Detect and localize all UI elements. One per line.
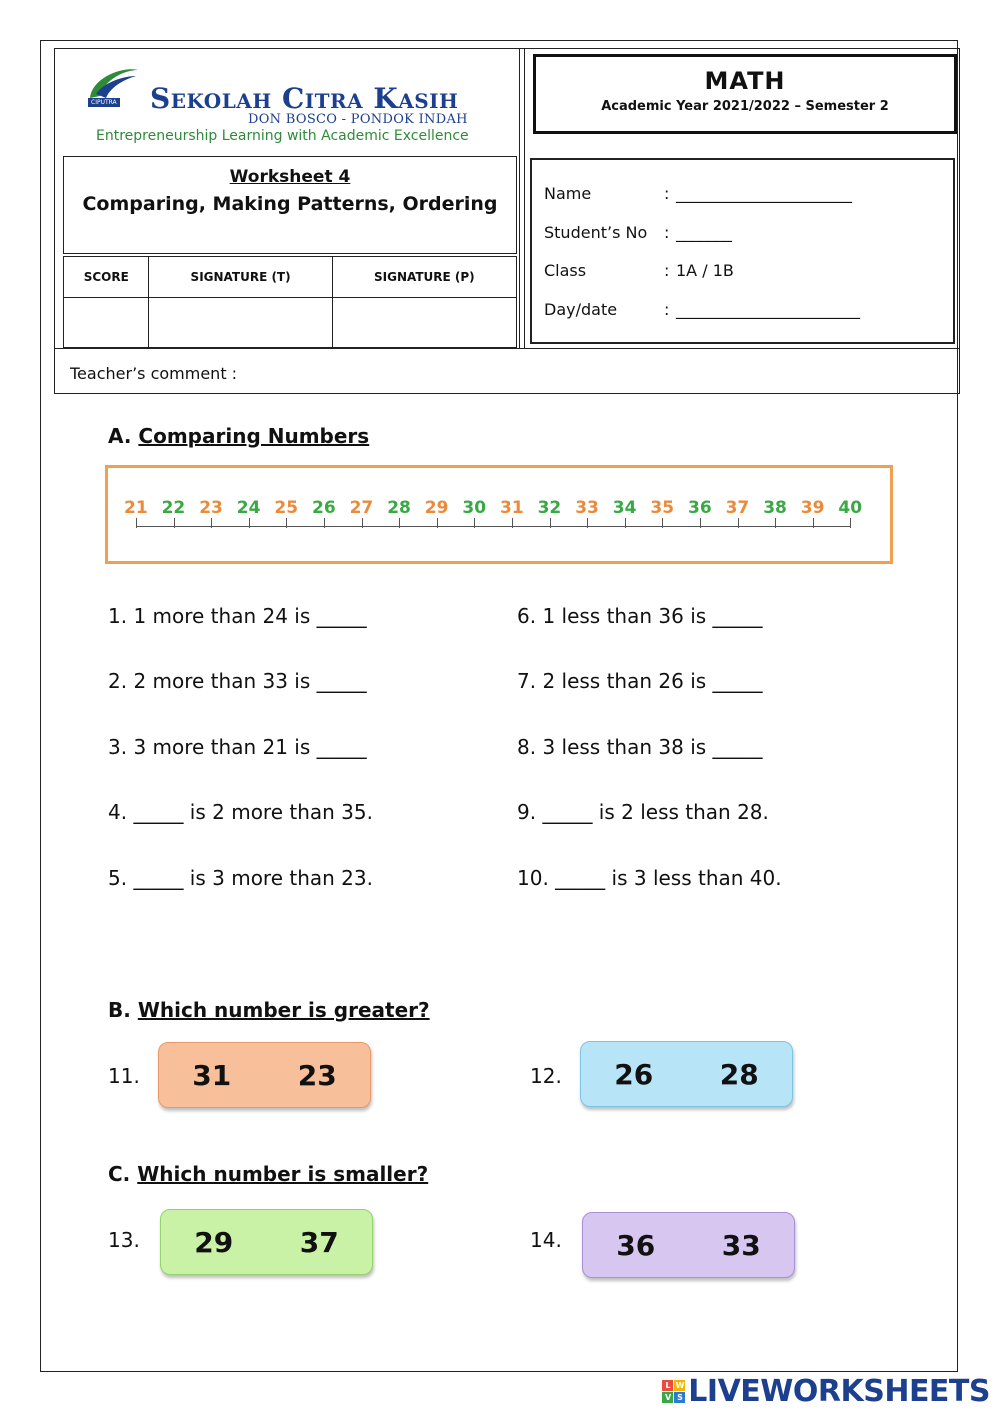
section-b-title: B. Which number is greater? [108, 998, 430, 1022]
number-line-axis [136, 526, 850, 527]
question-12-options [580, 1041, 793, 1107]
number-line-label: 38 [763, 498, 787, 518]
worksheet-title: Worksheet 4 [229, 167, 351, 187]
question-more-3[interactable]: 3. 3 more than 21 is _____ [108, 735, 367, 759]
student-info-box [530, 158, 955, 344]
number-line-tick [700, 518, 701, 528]
name-label: Name [544, 184, 592, 203]
question-more-4[interactable]: 4. _____ is 2 more than 35. [108, 800, 373, 824]
question-less-3[interactable]: 8. 3 less than 38 is _____ [517, 735, 763, 759]
worksheet-subtitle: Comparing, Making Patterns, Ordering [82, 193, 498, 215]
option-23[interactable]: 23 [297, 1058, 337, 1092]
number-line-label: 21 [124, 498, 148, 518]
number-line-label: 26 [312, 498, 336, 518]
option-29[interactable]: 29 [194, 1225, 234, 1259]
header-divider-bottom [54, 348, 960, 349]
number-line-tick [286, 518, 287, 528]
number-line-label: 28 [387, 498, 411, 518]
question-14-options [582, 1212, 795, 1278]
question-more-2[interactable]: 2. 2 more than 33 is _____ [108, 669, 367, 693]
number-line-tick [211, 518, 212, 528]
school-name: Sekolah Citra Kasih [150, 82, 459, 115]
student-no-label: Student’s No [544, 223, 648, 242]
teacher-comment: Teacher’s comment : [70, 364, 238, 383]
number-line-label: 25 [274, 498, 299, 518]
number-line-label: 27 [349, 498, 374, 518]
info-row-student-no[interactable]: Student’s No : _______ [544, 223, 732, 242]
number-line-label: 39 [800, 498, 825, 518]
question-13-options [160, 1209, 373, 1275]
number-line-tick [362, 518, 363, 528]
liveworksheets-brand: LIVEWORKSHEETS [688, 1374, 990, 1409]
number-line-tick [474, 518, 475, 528]
number-line-label: 35 [650, 498, 675, 518]
number-line-tick [512, 518, 513, 528]
section-c-title: C. Which number is smaller? [108, 1162, 429, 1186]
number-line-tick [850, 518, 851, 528]
score-table [63, 256, 517, 348]
header-divider-right [524, 48, 525, 348]
option-33[interactable]: 33 [721, 1228, 761, 1262]
class-label: Class [544, 261, 587, 280]
date-label: Day/date [544, 300, 618, 319]
number-line-box [105, 465, 893, 564]
option-37[interactable]: 37 [299, 1225, 339, 1259]
question-less-5[interactable]: 10. _____ is 3 less than 40. [517, 866, 782, 890]
date-field[interactable]: _______________________ [676, 300, 860, 319]
liveworksheets-logo [662, 1374, 990, 1409]
question-13-number: 13. [108, 1228, 140, 1252]
header-divider-left [519, 48, 520, 348]
question-11-options [158, 1042, 371, 1108]
number-line-tick [550, 518, 551, 528]
number-line-label: 34 [612, 498, 637, 518]
number-line-label: 32 [537, 498, 562, 518]
number-line-tick [437, 518, 438, 528]
question-less-2[interactable]: 7. 2 less than 26 is _____ [517, 669, 763, 693]
subject-box [533, 54, 957, 134]
student-no-field[interactable]: _______ [676, 223, 732, 242]
option-28[interactable]: 28 [719, 1057, 759, 1091]
signature-parent-header: SIGNATURE (P) [332, 257, 516, 298]
subject-title: MATH [704, 67, 786, 95]
name-field[interactable]: ______________________ [676, 184, 852, 203]
question-less-1[interactable]: 6. 1 less than 36 is _____ [517, 604, 763, 628]
option-36[interactable]: 36 [616, 1228, 656, 1262]
question-14-number: 14. [530, 1228, 562, 1252]
number-line-label: 24 [236, 498, 261, 518]
number-line-tick [813, 518, 814, 528]
info-row-name[interactable]: Name : ______________________ [544, 184, 852, 203]
class-value: 1A / 1B [676, 261, 734, 280]
signature-teacher-header: SIGNATURE (T) [149, 257, 332, 298]
question-12-number: 12. [530, 1064, 562, 1088]
number-line-label: 33 [575, 498, 599, 518]
number-line-label: 36 [688, 498, 712, 518]
number-line-label: 30 [462, 498, 487, 518]
number-line-tick [587, 518, 588, 528]
number-line-label: 22 [161, 498, 186, 518]
number-line-tick [738, 518, 739, 528]
number-line-tick [662, 518, 663, 528]
number-line-tick [174, 518, 175, 528]
info-row-class: Class : 1A / 1B [544, 261, 734, 280]
signature-teacher-cell[interactable] [149, 298, 332, 348]
signature-parent-cell[interactable] [332, 298, 516, 348]
number-line-tick [625, 518, 626, 528]
section-a-title: A. Comparing Numbers [108, 424, 370, 448]
school-subtitle: DON BOSCO - PONDOK INDAH [248, 112, 468, 127]
number-line-tick [249, 518, 250, 528]
question-more-1[interactable]: 1. 1 more than 24 is _____ [108, 604, 367, 628]
ciputra-badge: CIPUTRA [88, 98, 120, 107]
info-row-date[interactable]: Day/date : _______________________ [544, 300, 860, 319]
academic-year: Academic Year 2021/2022 – Semester 2 [601, 99, 889, 114]
question-more-5[interactable]: 5. _____ is 3 more than 23. [108, 866, 373, 890]
number-line-label: 31 [500, 498, 524, 518]
score-cell[interactable] [64, 298, 149, 348]
number-line-label: 29 [424, 498, 449, 518]
number-line-tick [324, 518, 325, 528]
number-line-label: 23 [199, 498, 223, 518]
number-line-label: 37 [725, 498, 750, 518]
worksheet-title-box [63, 156, 517, 254]
score-header: SCORE [64, 257, 149, 298]
option-31[interactable]: 31 [192, 1058, 232, 1092]
number-line-tick [136, 518, 137, 528]
question-less-4[interactable]: 9. _____ is 2 less than 28. [517, 800, 769, 824]
question-11-number: 11. [108, 1064, 140, 1088]
school-tagline: Entrepreneurship Learning with Academic Excellence [96, 128, 469, 144]
number-line-tick [399, 518, 400, 528]
liveworksheets-icon: L W V S [662, 1380, 685, 1403]
number-line-label: 40 [838, 498, 863, 518]
number-line-tick [775, 518, 776, 528]
option-26[interactable]: 26 [614, 1057, 654, 1091]
